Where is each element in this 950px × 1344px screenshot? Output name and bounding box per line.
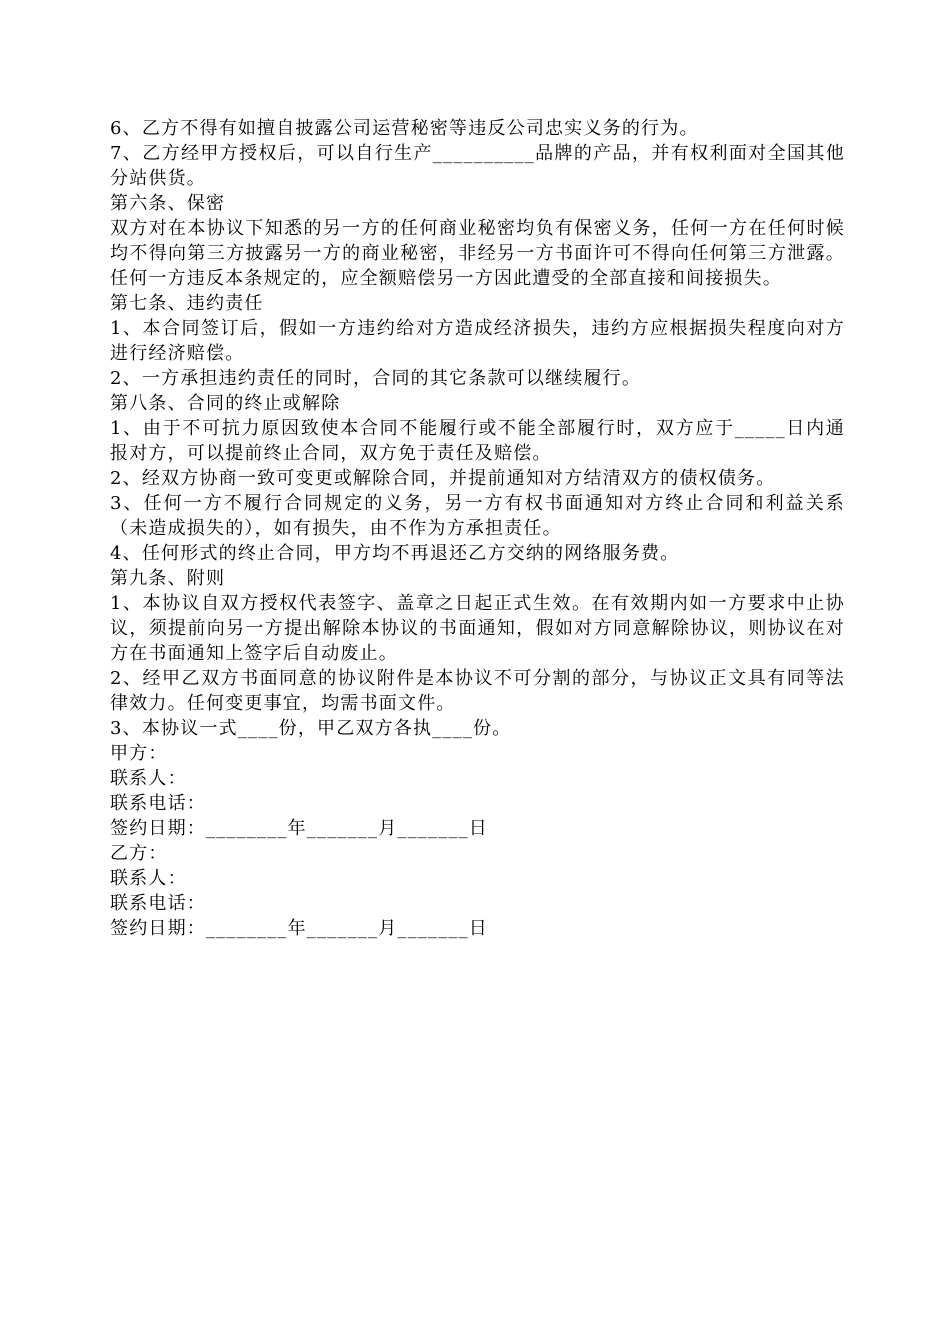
party-b-phone: 联系电话： [110, 893, 206, 914]
clause-7-2: 2、一方承担违约责任的同时，合同的其它条款可以继续履行。 [110, 368, 642, 389]
clause-5-6: 6、乙方不得有如擅自披露公司运营秘密等违反公司忠实义务的行为。 [110, 118, 699, 139]
party-b-label: 乙方： [110, 843, 168, 864]
clause-9-3: 3、本协议一式____份，甲乙双方各执____份。 [110, 718, 512, 739]
clause-9-1: 1、本协议自双方授权代表签字、盖章之日起正式生效。在有效期内如一方要求中止协议，须提前向另一方提出解除本协议的书面通知，假如对方同意解除协议，则协议在对方在书面通知上签字后自动废止。 [110, 593, 845, 664]
party-b-date: 签约日期：________年_______月_______日 [110, 918, 488, 939]
clause-8-3: 3、任何一方不履行合同规定的义务，另一方有权书面通知对方终止合同和利益关系（未造成损失的），如有损失，由不作为方承担责任。 [110, 493, 845, 539]
party-b-contact: 联系人： [110, 868, 187, 889]
section-heading-liability: 第七条、违约责任 [110, 293, 264, 314]
signature-block-party-b [110, 841, 845, 941]
document-body [110, 116, 845, 941]
party-a-date: 签约日期：________年_______月_______日 [110, 818, 488, 839]
party-a-contact: 联系人： [110, 768, 187, 789]
clause-8-4: 4、任何形式的终止合同，甲方均不再退还乙方交纳的网络服务费。 [110, 543, 680, 564]
section-heading-confidentiality: 第六条、保密 [110, 193, 226, 214]
clause-8-1: 1、由于不可抗力原因致使本合同不能履行或不能全部履行时，双方应于_____日内通报对方，可以提前终止合同，双方免于责任及赔偿。 [110, 418, 845, 464]
clause-5-7: 7、乙方经甲方授权后，可以自行生产__________品牌的产品，并有权利面对全国其他分站供货。 [110, 143, 845, 189]
section-heading-termination: 第八条、合同的终止或解除 [110, 393, 341, 414]
clause-8-2: 2、经双方协商一致可变更或解除合同，并提前通知对方结清双方的债权债务。 [110, 468, 776, 489]
clause-6-confidentiality: 双方对在本协议下知悉的另一方的任何商业秘密均负有保密义务，任何一方在任何时候均不得向第三方披露另一方的商业秘密，非经另一方书面许可不得向任何第三方泄露。任何一方违反本条规定的，应全额赔偿另一方因此遭受的全部直接和间接损失。 [110, 218, 845, 289]
party-a-label: 甲方： [110, 743, 168, 764]
signature-block-party-a [110, 741, 845, 841]
section-heading-supplementary: 第九条、附则 [110, 568, 226, 589]
party-a-phone: 联系电话： [110, 793, 206, 814]
clause-7-1: 1、本合同签订后，假如一方违约给对方造成经济损失，违约方应根据损失程度向对方进行经济赔偿。 [110, 318, 845, 364]
clause-9-2: 2、经甲乙双方书面同意的协议附件是本协议不可分割的部分，与协议正文具有同等法律效力。任何变更事宜，均需书面文件。 [110, 668, 845, 714]
